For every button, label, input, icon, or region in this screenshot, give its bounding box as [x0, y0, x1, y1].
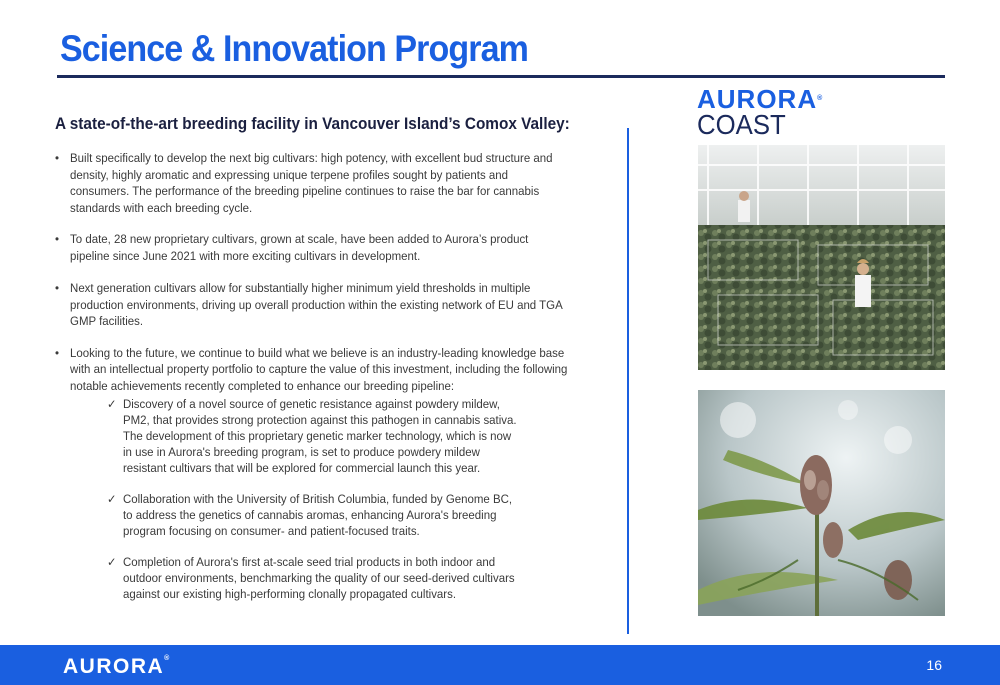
bullet-icon: • — [55, 281, 60, 295]
achievement-item — [107, 554, 518, 602]
aurora-coast-logo-brand: AURORA® — [697, 84, 824, 114]
bullet-text: Next generation cultivars allow for substantially higher minimum yield thresholds in multiple production environments, driving up overall production within the existing network of EU and TGA GMP facilities. — [70, 281, 563, 328]
cannabis-image — [698, 390, 945, 616]
section-subtitle: A state-of-the-art breeding facility in Vancouver Island’s Comox Valley: — [55, 115, 570, 133]
checkmark-icon: ✓ — [107, 555, 117, 569]
bullet-item — [55, 345, 568, 395]
bullet-item — [55, 280, 568, 330]
vertical-divider — [627, 128, 629, 634]
page-title: Science & Innovation Program — [60, 28, 528, 69]
achievement-text: Collaboration with the University of British Columbia, funded by Genome BC, to address the genetics of cannabis aromas, enhancing Aurora's breeding program focusing on consumer- and patient-focused traits. — [122, 492, 513, 538]
bullet-icon: • — [55, 345, 60, 360]
aurora-coast-logo — [697, 86, 823, 138]
bullet-icon: • — [55, 151, 60, 165]
achievement-text: Discovery of a novel source of genetic resistance against powdery mildew, PM2, that provides strong protection against this pathogen in cannabis sativa. The development of this proprietary genetic marker technology, which is now in use in Aurora's breeding program, is set to produce powdery mildew resistant cultivars that will be explored for commercial launch this year. — [122, 397, 517, 475]
footer-bar — [0, 645, 1000, 685]
achievement-text: Completion of Aurora's first at-scale seed trial products in both indoor and outdoor environments, benchmarking the quality of our seed-derived cultivars against our existing high-performing clonally propagated cultivars. — [122, 555, 515, 601]
bullet-item — [55, 231, 568, 264]
achievement-item — [107, 396, 518, 476]
bullet-text: Looking to the future, we continue to build what we believe is an industry-leading knowledge base with an intellectual property portfolio to capture the value of this investment, including the following notable achievements recently completed to enhance our breeding pipeline: — [70, 345, 568, 393]
achievement-item — [107, 491, 518, 539]
footer-aurora-logo: AURORA® — [63, 655, 171, 678]
checkmark-icon: ✓ — [107, 397, 117, 411]
bullet-item — [55, 150, 568, 216]
bullet-icon: • — [55, 232, 60, 246]
greenhouse-image — [698, 145, 945, 370]
aurora-coast-logo-sub: COAST — [697, 109, 786, 140]
bullet-text: To date, 28 new proprietary cultivars, grown at scale, have been added to Aurora’s product pipeline since June 2021 with more exciting cultivars in development. — [70, 232, 529, 263]
greenhouse-photo — [698, 145, 945, 370]
achievement-list — [107, 396, 547, 617]
cannabis-plant-photo — [698, 390, 945, 616]
checkmark-icon: ✓ — [107, 492, 117, 506]
title-divider — [57, 75, 945, 78]
bullet-text: Built specifically to develop the next big cultivars: high potency, with excellent bud structure and density, highly aromatic and expressing unique terpene profiles sought by patients and consumers. The performance of the breeding pipeline continues to raise the bar for cannabis standards with each breeding cycle. — [70, 151, 553, 215]
page-number: 16 — [926, 657, 942, 673]
bullet-list — [55, 150, 615, 409]
